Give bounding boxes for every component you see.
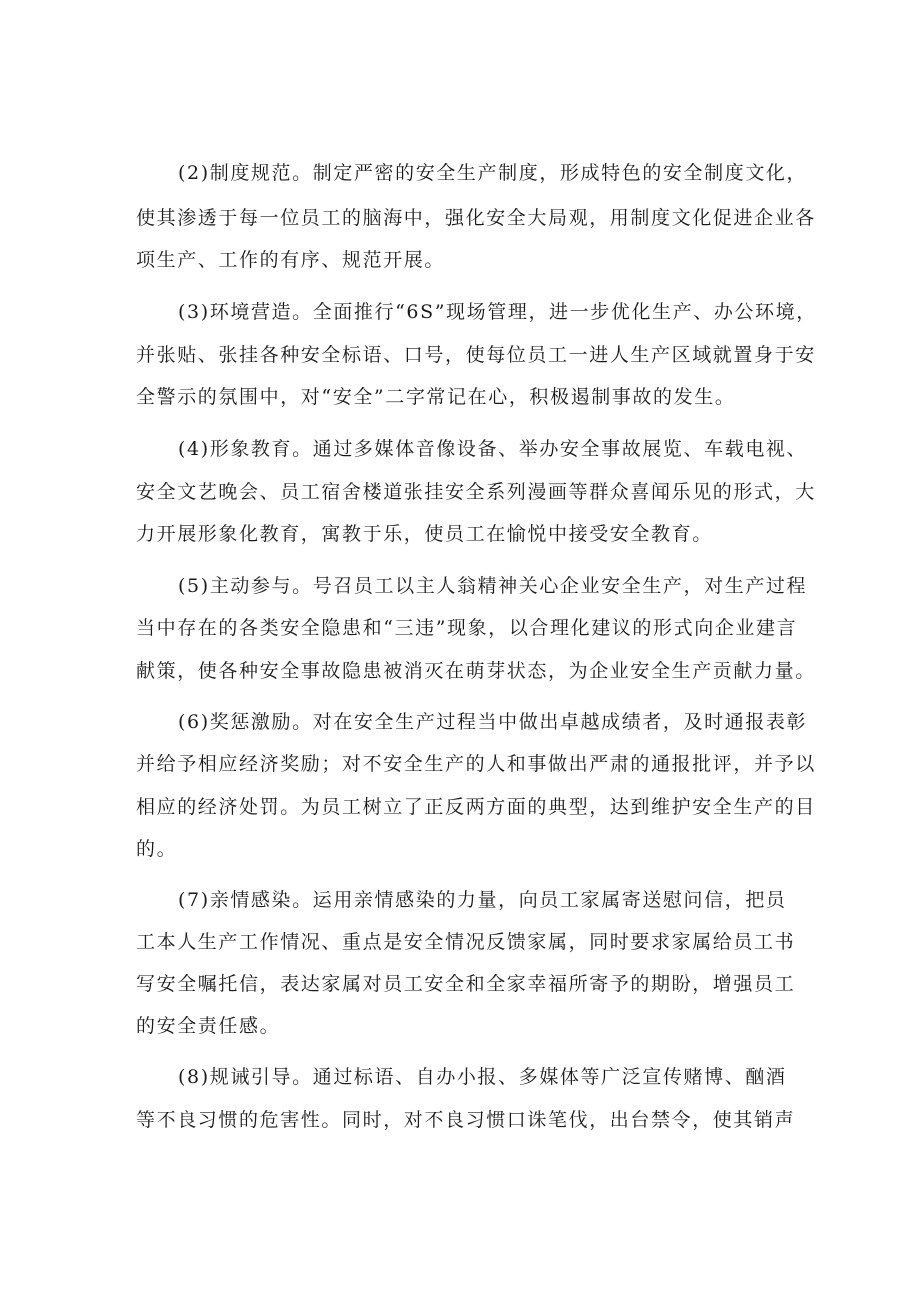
paragraph-5-line-2: 当中存在的各类安全隐患和“三违”现象，以合理化建议的形式向企业建言 xyxy=(136,617,798,639)
paragraph-6-line-4: 的。 xyxy=(136,838,178,860)
paragraph-7-line-2: 工本人生产工作情况、重点是安全情况反馈家属，同时要求家属给员工书 xyxy=(136,931,796,953)
paragraph-2-line-2: 使其渗透于每一位员工的脑海中，强化安全大局观，用制度文化促进企业各 xyxy=(136,207,816,229)
paragraph-7-line-3: 写安全嘱托信，表达家属对员工安全和全家幸福所寄予的期盼，增强员工 xyxy=(136,973,796,995)
paragraph-8-line-2: 等不良习惯的危害性。同时，对不良习惯口诛笔伐，出台禁令，使其销声 xyxy=(136,1109,796,1131)
paragraph-7-line-1: (7)亲情感染。运用亲情感染的力量，向员工家属寄送慰问信，把员 xyxy=(178,889,787,911)
paragraph-2-line-1: (2)制度规范。制定严密的安全生产制度，形成特色的安全制度文化， xyxy=(178,162,808,184)
paragraph-2-line-3: 项生产、工作的有序、规范开展。 xyxy=(136,249,446,271)
paragraph-5-line-3: 献策，使各种安全事故隐患被消灭在萌芽状态，为企业安全生产贡献力量。 xyxy=(136,660,816,682)
paragraph-3-line-1: (3)环境营造。全面推行“6S”现场管理，进一步优化生产、办公环境， xyxy=(178,301,817,323)
paragraph-4-line-2: 安全文艺晚会、员工宿舍楼道张挂安全系列漫画等群众喜闻乐见的形式，大 xyxy=(136,481,816,503)
paragraph-3-line-2: 并张贴、张挂各种安全标语、口号，使每位员工一进人生产区域就置身于安 xyxy=(136,344,816,366)
paragraph-3-line-3: 全警示的氛围中，对“安全”二字常记在心，积极遏制事故的发生。 xyxy=(136,386,736,408)
paragraph-5-line-1: (5)主动参与。号召员工以主人翁精神关心企业安全生产，对生产过程 xyxy=(178,575,808,597)
paragraph-4-line-3: 力开展形象化教育，寓教于乐，使员工在愉悦中接受安全教育。 xyxy=(136,523,713,545)
paragraph-8-line-1: (8)规诫引导。通过标语、自办小报、多媒体等广泛宣传赌博、酗酒 xyxy=(178,1066,787,1088)
paragraph-4-line-1: (4)形象教育。通过多媒体音像设备、举办安全事故展览、车载电视、 xyxy=(178,438,808,460)
paragraph-6-line-2: 并给予相应经济奖励；对不安全生产的人和事做出严肃的通报批评，并予以 xyxy=(136,753,816,775)
paragraph-6-line-3: 相应的经济处罚。为员工树立了正反两方面的典型，达到维护安全生产的目 xyxy=(136,796,816,818)
paragraph-7-line-4: 的安全责任感。 xyxy=(136,1015,281,1037)
paragraph-6-line-1: (6)奖惩激励。对在安全生产过程当中做出卓越成绩者，及时通报表彰 xyxy=(178,711,808,733)
